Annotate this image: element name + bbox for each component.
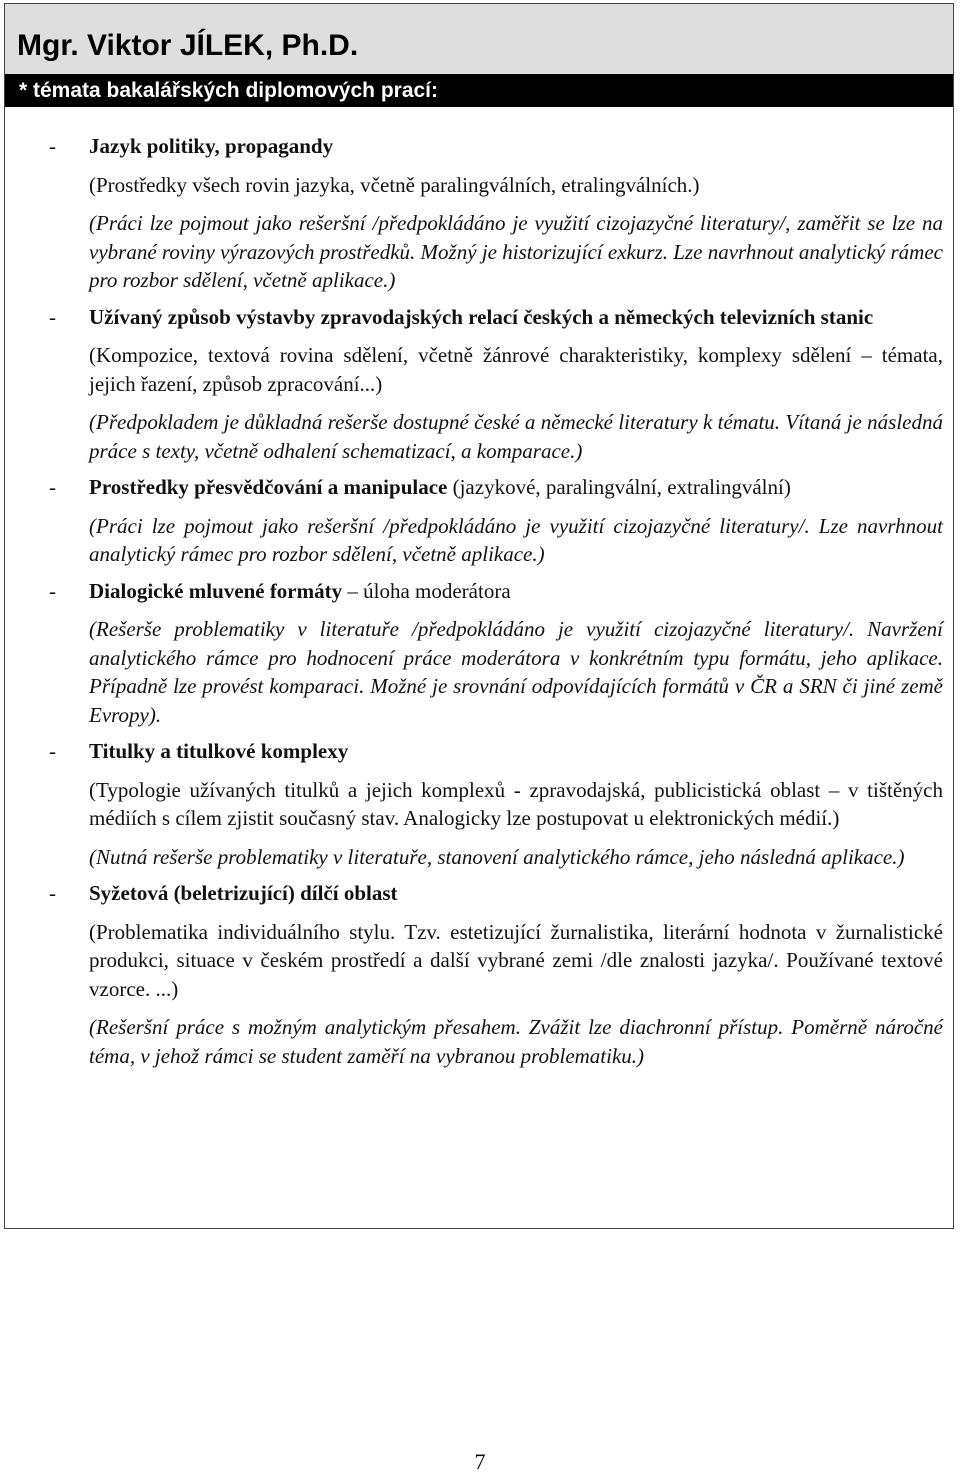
topic-title: Jazyk politiky, propagandy xyxy=(89,134,334,158)
topic-title-line xyxy=(89,473,909,502)
topics-list xyxy=(5,132,953,1078)
topic-note: (Nutná rešerše problematiky v literatuře, stanovení analytického rámce, jeho následná aplikace.) xyxy=(89,844,905,869)
subheader-bar xyxy=(5,74,953,107)
topic-note: (Práci lze pojmout jako rešeršní /předpokládáno je využití cizojazyčné literatury/. Lze navrhnout analytický rámec pro rozbor sdělení, včetně aplikace.) xyxy=(89,513,943,566)
topic-item xyxy=(5,737,953,871)
topic-item xyxy=(5,879,953,1070)
page-number: 7 xyxy=(474,1449,486,1474)
topic-description: (Typologie užívaných titulků a jejich komplexů - zpravodajská, publicistická oblast – v tištěných médiích s cílem zjistit současný stav. Analogicky lze postupovat u elektronických médií.) xyxy=(89,777,943,830)
topic-title-suffix: (jazykové, paralingvální, extralingvální) xyxy=(452,475,791,499)
topic-note: (Předpokladem je důkladná rešerše dostupné české a německé literatury k tématu. Vítaná je následná práce s texty, včetně odhalení schematizací, a komparace.) xyxy=(89,410,943,463)
topic-description: (Prostředky všech rovin jazyka, včetně paralingválních, etralingválních.) xyxy=(89,172,700,197)
topic-title: Užívaný způsob výstavby zpravodajských relací českých a německých televizních stanic xyxy=(89,304,874,329)
list-dash: - xyxy=(49,475,56,499)
topic-description: (Problematika individuálního stylu. Tzv. estetizující žurnalistika, literární hodnota v žurnalistické produkci, situace v českém prostředí a další vybrané zemi /dle znalosti jazyka/. Používané textové vzorce. ...) xyxy=(89,919,943,1001)
list-dash: - xyxy=(49,739,56,763)
topic-title: Dialogické mluvené formáty xyxy=(89,578,343,603)
topic-title: Prostředky přesvědčování a manipulace xyxy=(89,475,448,499)
author-name: Mgr. Viktor JÍLEK, Ph.D. xyxy=(17,29,359,62)
list-dash: - xyxy=(49,881,56,905)
topic-title-suffix: – úloha moderátora xyxy=(347,578,511,603)
topic-title: Syžetová (beletrizující) dílčí oblast xyxy=(89,881,398,905)
topic-item xyxy=(5,303,953,466)
document-frame xyxy=(4,3,954,1229)
topic-description: (Kompozice, textová rovina sdělení, včetně žánrové charakteristiky, komplexy sdělení – témata, jejich řazení, způsob zpracování...) xyxy=(89,343,943,396)
topic-title-line xyxy=(89,577,909,606)
list-dash: - xyxy=(49,578,56,603)
topic-item xyxy=(5,577,953,730)
topic-item xyxy=(5,132,953,295)
topic-note: (Rešerše problematiky v literatuře /předpokládáno je využití cizojazyčné literatury/. Navržení analytického rámce pro hodnocení práce moderátora v konkrétním typu formátu, jeho aplikace. Případně lze provést komparaci. Možné je srovnání odpovídajících formátů v ČR a SRN či jiné země Evropy). xyxy=(89,617,943,727)
topic-item xyxy=(5,473,953,569)
topic-title: Titulky a titulkové komplexy xyxy=(89,739,349,763)
subheader-title: * témata bakalářských diplomových prací: xyxy=(19,79,439,102)
header-bar xyxy=(5,4,953,74)
list-dash: - xyxy=(49,304,56,329)
list-dash: - xyxy=(49,134,56,158)
topic-note: (Práci lze pojmout jako rešeršní /předpokládáno je využití cizojazyčné literatury/, zaměřit se lze na vybrané roviny výrazových prostředků. Možný je historizující exkurz. Lze navrhnout analytický rámec pro rozbor sdělení, včetně aplikace.) xyxy=(89,211,943,292)
topic-note: (Rešeršní práce s možným analytickým přesahem. Zvážit lze diachronní přístup. Poměrně náročné téma, v jehož rámci se student zaměří na vybranou problematiku.) xyxy=(89,1015,943,1068)
